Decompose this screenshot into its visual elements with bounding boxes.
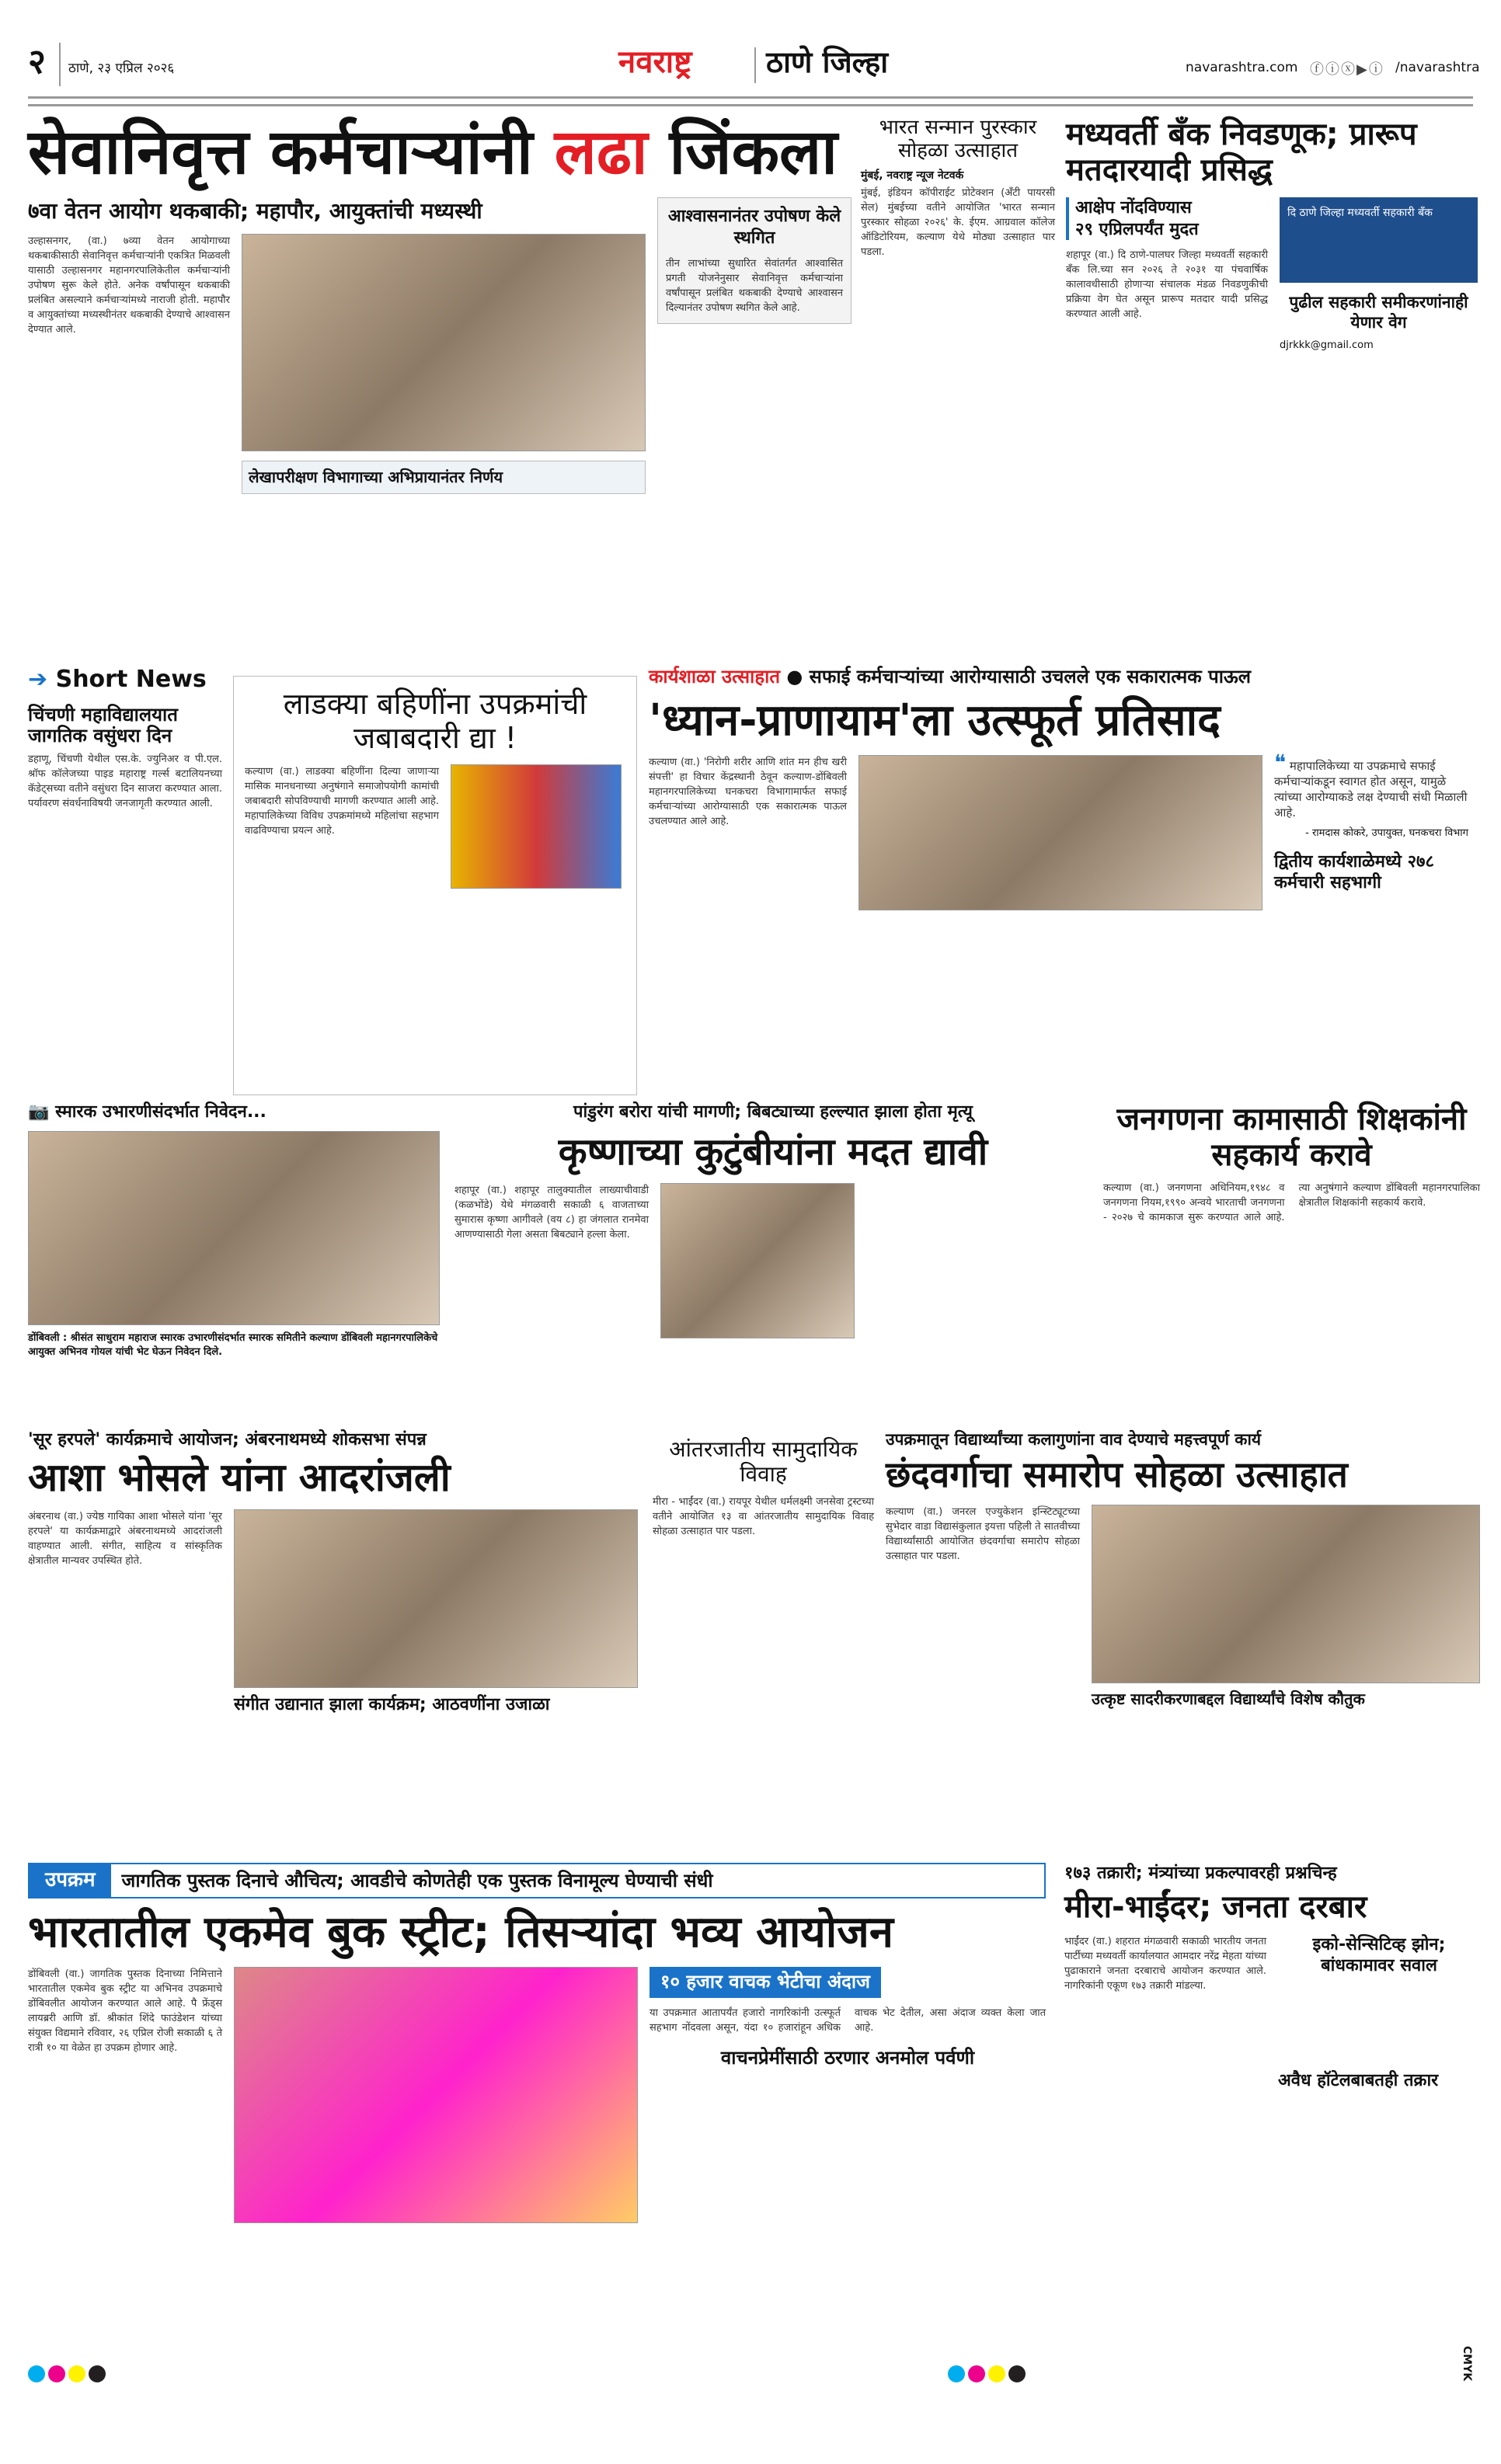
header-rule (28, 104, 1473, 106)
chhand-photo (1092, 1505, 1480, 1683)
krushna-kicker: पांडुरंग बरोरा यांची मागणी; बिबट्याच्या हल्ल्यात झाला होता मृत्यू (573, 1102, 973, 1122)
book-story (28, 1863, 1046, 2223)
lead-subhead: ७वा वेतन आयोग थकबाकी; महापौर, आयुक्तांची मध्यस्थी (28, 198, 482, 224)
audit-box-title: लेखापरीक्षण विभागाच्या अभिप्रायानंतर निर्णय (249, 468, 503, 486)
quote-author: - रामदास कोकरे, उपायुक्त, घनकचरा विभाग (1305, 827, 1468, 839)
asha-headline: आशा भोसले यांना आदरांजली (28, 1454, 451, 1500)
short-news (28, 666, 222, 811)
asha-kicker: 'सूर हरपले' कार्यक्रमाचे आयोजन; अंबरनाथमध्ये शोकसभा संपन्न (28, 1430, 427, 1450)
memorial-kicker: स्मारक उभारणीसंदर्भात निवेदन... (55, 1102, 266, 1122)
arrow-icon: ➔ (28, 666, 48, 693)
book-body: डोंबिवली (वा.) जागतिक पुस्तक दिनाच्या निमित्ताने भारतातील एकमेव बुक स्ट्रीट या अभिनव उपक्रमाचे डोंबिवलीत आयोजन करण्यात आले आहे. पै फ्रेंड्स लायब्ररी आणि डॉ. श्रीकांत शिंदे फाउंडेशन यांच्या संयुक्त विद्यमाने रविवार, २६ एप्रिल रोजी सकाळी ६ ते रात्री १० या वेळेत हा उपक्रम होणार आहे. (28, 1968, 222, 2055)
memorial-story (28, 1101, 440, 1359)
award-body: मुंबई, इंडियन कॉपीराईट प्रोटेक्शन (अँटी पायरसी सेल) मुंबईच्या वतीने आयोजित 'भारत सन्मान पुरस्कार सोहळा २०२६' के. ईएम. आग्रवाल कॉलेज ऑडिटोरियम, कल्याण येथे मोठ्या उत्साहात पार पडला. (861, 186, 1055, 258)
chhand-photo-caption: उत्कृष्ट सादरीकरणाबद्दल विद्यार्थ्यांचे विशेष कौतुक (1092, 1690, 1365, 1709)
cmyk-mark: CMYK (1461, 2346, 1473, 2382)
asha-story (28, 1429, 642, 1716)
krushna-body: शहापूर (वा.) शहापूर तालुक्यातील लाख्याचीवाडी (कळभोंडे) येथे मंगळवारी सकाळी ६ वाजताच्या सुमारास कृष्णा आगीवले (वय ८) हा जंगलात रानमेवा आणण्यासाठी गेला असता बिबट्याने हल्ला केला. (454, 1184, 649, 1241)
book-box-body: या उपक्रमात आतापर्यंत हजारो नागरिकांनी उत्स्फूर्त सहभाग नोंदवला असून, यंदा १० हजारांहून अधिक वाचक भेट देतील, असा अंदाज व्यक्त केला जात आहे. (650, 2006, 1046, 2034)
banner-text: जागतिक पुस्तक दिनाचे औचित्य; आवडीचे कोणतेही एक पुस्तक विनामूल्य घेण्याची संधी (121, 1870, 713, 1892)
sidebox-body: तीन लाभांच्या सुधारित सेवांतर्गत आश्वासित प्रगती योजनेनुसार सेवानिवृत्त कर्मचाऱ्यांना वर्षांपासून प्रलंबित थकबाकी देण्याचे आश्वासन दिल्यानंतर उपोषण स्थगित केले आहे. (666, 258, 843, 314)
lead-body: उल्हासनगर, (वा.) ७व्या वेतन आयोगाच्या थकबाकीसाठी सेवानिवृत्त कर्मचाऱ्यांनी एकत्रित मिळवली यासाठी उल्हासनगर महानगरपालिकेतील कर्मचाऱ्यांनी उपोषण सुरू केले होते. अनेक वर्षांपासून थकबाकी प्रलंबित असल्याने कर्मचाऱ्यांमध्ये नाराजी होती. महापौर व आयुक्तांच्या मध्यस्थीनंतर थकबाकी देण्याचे आश्वासन देण्यात आले. (28, 235, 230, 336)
marriage-body: मीरा - भाईंदर (वा.) रायपूर येथील धर्मलक्ष्मी जनसेवा ट्रस्टच्या वतीने आयोजित १३ वा आंतरजातीय सामुदायिक विवाह सोहळा उत्साहात पार पडला. (653, 1496, 874, 1538)
asha-photo (234, 1509, 638, 1688)
workshop-photo (858, 755, 1262, 910)
mira-sub-title: अवैध हॉटेलबाबतही तक्रार (1278, 2070, 1439, 2090)
krushna-photo (660, 1183, 855, 1338)
website-link[interactable]: navarashtra.com (1186, 60, 1298, 75)
workshop-quote: महापालिकेच्या या उपक्रमाचे सफाई कर्मचाऱ्यांकडून स्वागत होत असून, यामुळे त्यांच्या आरोग्याकडे लक्ष देण्याची संधी मिळाली आहे. (1274, 758, 1468, 820)
award-dateline: मुंबई, नवराष्ट्र न्यूज नेटवर्क (861, 169, 964, 182)
lead-audit-box (242, 461, 646, 494)
bank-kicker: आक्षेप नोंदविण्यास (1075, 198, 1192, 218)
workshop-body: कल्याण (वा.) 'निरोगी शरीर आणि शांत मन हीच खरी संपत्ती' हा विचार केंद्रस्थानी ठेवून कल्याण-डोंबिवली महानगरपालिकेच्या घनकचरा विभागामार्फत सफाई कर्मचाऱ्यांच्या आरोग्यासाठी एक सकारात्मक पाऊल उचलण्यात आले आहे. (649, 756, 847, 827)
mira-kicker: १७३ तक्रारी; मंत्र्यांच्या प्रकल्पावरही प्रश्नचिन्ह (1064, 1864, 1337, 1883)
short-news-label: Short News (55, 666, 207, 693)
marriage-headline: आंतरजातीय सामुदायिक विवाह (669, 1436, 858, 1488)
krushna-story (454, 1101, 1092, 1338)
memorial-caption: डोंबिवली : श्रीसंत साधुराम महाराज स्मारक उभारणीसंदर्भात स्मारक समितीने कल्याण डोंबिवली महानगरपालिकेचे आयुक्त अभिनव गोयल यांची भेट घेऊन निवेदन दिले. (28, 1331, 438, 1358)
mira-side-title: इको-सेन्सिटिव्ह झोन; बांधकामावर सवाल (1312, 1934, 1446, 1975)
banner-label: उपक्रम (30, 1864, 111, 1897)
workshop-headline: 'ध्यान-प्राणायाम'ला उत्स्फूर्त प्रतिसाद (649, 694, 1221, 746)
chhand-story (886, 1429, 1480, 1709)
short-news-body: डहाणू, चिंचणी येथील एस.के. ज्युनिअर व पी.एल. श्रॉफ कॉलेजच्या पाइड महाराष्ट्र गर्ल्स बटालियनच्या कॅडेट्सच्या वतीने वसुंधरा दिन साजरा करण्यात आला. पर्यावरण संवर्धनाविषयी जनजागृती करण्यात आली. (28, 753, 222, 809)
lead-sidebox (657, 197, 851, 324)
mira-headline: मीरा-भाईंदर; जनता दरबार (1064, 1888, 1367, 1925)
award-headline: भारत सन्मान पुरस्कार सोहळा उत्साहात (879, 116, 1037, 162)
census-headline: जनगणना कामासाठी शिक्षकांनी सहकार्य करावे (1116, 1101, 1467, 1173)
bank-logo: दि ठाणे जिल्हा मध्यवर्ती सहकारी बँक (1280, 197, 1478, 283)
ladki-headline: लाडक्या बहिणींना उपक्रमांची जबाबदारी द्या ! (283, 687, 587, 755)
chhand-body: कल्याण (वा.) जनरल एज्युकेशन इन्स्टिट्यूटच्या सुभेदार वाडा विद्यासंकुलात इयत्ता पहिली ते सातवीच्या विद्यार्थ्यांसाठी आयोजित छंदवर्गाचा समारोप सोहळा उत्साहात पार पडला. (886, 1506, 1080, 1563)
book-box-title: १० हजार वाचक भेटीचा अंदाज (650, 1967, 881, 1998)
masthead (28, 42, 1480, 89)
marriage-story (653, 1437, 874, 1539)
workshop-side-title: द्वितीय कार्यशाळेमध्ये २७८ कर्मचारी सहभागी (1274, 851, 1434, 893)
header-rule (28, 96, 1473, 99)
ladki-story (233, 676, 637, 1095)
census-body: कल्याण (वा.) जनगणना अधिनियम,१९४८ व जनगणना नियम,१९९० अन्वये भारताची जनगणना - २०२७ चे कामकाज सुरू करण्यात आले आहे. त्या अनुषंगाने कल्याण डोंबिवली महानगरपालिका क्षेत्रातील शिक्षकांनी सहकार्य करावे. (1103, 1182, 1480, 1223)
color-registration-dots (28, 2365, 109, 2386)
email-link[interactable]: djrkkk@gmail.com (1280, 339, 1374, 351)
edition-name: ठाणे जिल्हा (766, 45, 889, 79)
page-number: २ (28, 42, 46, 82)
bank-side-title: पुढील सहकारी समीकरणांनाही येणार वेग (1289, 293, 1468, 332)
mira-body: भाईंदर (वा.) शहरात मंगळवारी सकाळी भारतीय जनता पार्टीच्या मध्यवर्ती कार्यालयात आमदार नरेंद्र मेहता यांच्या पुढाकाराने जनता दरबाराचे आयोजन करण्यात आले. नागरिकांनी एकूण १७३ तक्रारी मांडल्या. (1064, 1935, 1266, 1992)
award-story (861, 117, 1055, 259)
workshop-kicker: कार्यशाळा उत्साहात (649, 666, 781, 687)
camera-icon: 📷 (28, 1102, 50, 1122)
lead-photo (242, 234, 646, 451)
bank-headline: मध्यवर्ती बँक निवडणूक; प्रारूप मतदारयादी प्रसिद्ध (1066, 117, 1417, 188)
social-handle: /navarashtra (1395, 60, 1480, 75)
bank-body: शहापूर (वा.) दि ठाणे-पालघर जिल्हा मध्यवर्ती सहकारी बँक लि.च्या सन २०२६ ते २०३१ या पंचवार्षिक कालावधीसाठी होणाऱ्या संचालक मंडळ निवडणुकीची प्रक्रिया वेग घेत असून प्रारूप मतदार यादी प्रसिद्ध करण्यात आली आहे. (1066, 249, 1268, 320)
workshop-kicker-rest: सफाई कर्मचाऱ्यांच्या आरोग्यासाठी उचलले एक सकारात्मक पाऊल (809, 666, 1252, 687)
brand-logo: नवराष्ट्र (618, 44, 692, 80)
lead-headline: सेवानिवृत्त कर्मचाऱ्यांनी लढा जिंकला (28, 116, 838, 188)
asha-body: अंबरनाथ (वा.) ज्येष्ठ गायिका आशा भोसले यांना 'सूर हरपले' या कार्यक्रमाद्वारे अंबरनाथमध्ये आदरांजली वाहण्यात आली. संगीत, साहित्य व सांस्कृतिक क्षेत्रातील मान्यवर उपस्थित होते. (28, 1511, 222, 1567)
workshop-story: कार्यशाळा उत्साहात ● सफाई कर्मचाऱ्यांच्या आरोग्यासाठी उचलले एक सकारात्मक पाऊल 'ध्यान-प्राणायाम'ला उत्स्फूर्त प्रतिसाद कल्याण (वा.) 'निरोगी शरीर आणि शांत मन हीच खरी संपत्ती' हा विचार केंद्रस्थानी ठेवून कल्याण-डोंबिवली महानगरपालिकेच्या घनकचरा विभागामार्फत सफाई कर्मचाऱ्यांच्या आरोग्यासाठी एक सकारात्मक पाऊल उचलण्यात आले आहे. ❝ महापालिकेच्या या उपक्रमाचे सफाई कर्मचाऱ्यांकडून स्वागत होत असून, यामुळे त्यांच्या आरोग्याकडे लक्ष देण्याची संधी मिळाली आहे. - रामदास कोकरे, उपायुक्त, घनकचरा विभाग द्वितीय कार्यशाळेमध्ये २७८ कर्मचारी सहभागी (649, 666, 1480, 910)
asha-photo-caption: संगीत उद्यानात झाला कार्यक्रम; आठवणींना उजाळा (234, 1695, 550, 1714)
quote-icon: ❝ (1274, 749, 1287, 775)
memorial-photo (28, 1131, 440, 1325)
book-photo (234, 1967, 638, 2223)
krushna-headline: कृष्णाच्या कुटुंबीयांना मदत द्यावी (558, 1129, 988, 1174)
social-icons[interactable]: ⓕⓘⓧ▶ⓘ (1310, 61, 1384, 78)
book-sub-title: वाचनप्रेमींसाठी ठरणार अनमोल पर्वणी (720, 2046, 975, 2069)
ladki-illustration (451, 764, 622, 889)
book-headline: भारतातील एकमेव बुक स्ट्रीट; तिसऱ्यांदा भव्य आयोजन (28, 1907, 893, 1958)
bank-deadline: २९ एप्रिलपर्यंत मुदत (1075, 219, 1199, 239)
sidebox-title: आश्वासनानंतर उपोषण केले स्थगित (667, 207, 841, 248)
ladki-body: कल्याण (वा.) लाडक्या बहिणींना दिल्या जाणाऱ्या मासिक मानधनाच्या अनुषंगाने समाजोपयोगी कामांची जबाबदारी सोपविण्याची मागणी करण्यात आली आहे. महापालिकेच्या विविध उपक्रमांमध्ये महिलांचा सहभाग वाढविण्याचा प्रयत्न आहे. (245, 766, 439, 837)
lead-story (28, 117, 851, 494)
header-divider (59, 43, 61, 86)
mira-story (1064, 1863, 1480, 2091)
date: ठाणे, २३ एप्रिल २०२६ (68, 61, 175, 76)
book-banner (28, 1863, 1046, 1898)
bank-story (1066, 117, 1478, 351)
header-divider (754, 47, 756, 83)
short-news-headline: चिंचणी महाविद्यालयात जागतिक वसुंधरा दिन (28, 703, 178, 747)
census-story (1103, 1101, 1480, 1225)
chhand-kicker: उपक्रमातून विद्यार्थ्यांच्या कलागुणांना वाव देण्याचे महत्त्वपूर्ण कार्य (886, 1430, 1262, 1449)
chhand-headline: छंदवर्गाचा समारोप सोहळा उत्साहात (886, 1453, 1348, 1496)
color-registration-dots-center (948, 2365, 1029, 2386)
